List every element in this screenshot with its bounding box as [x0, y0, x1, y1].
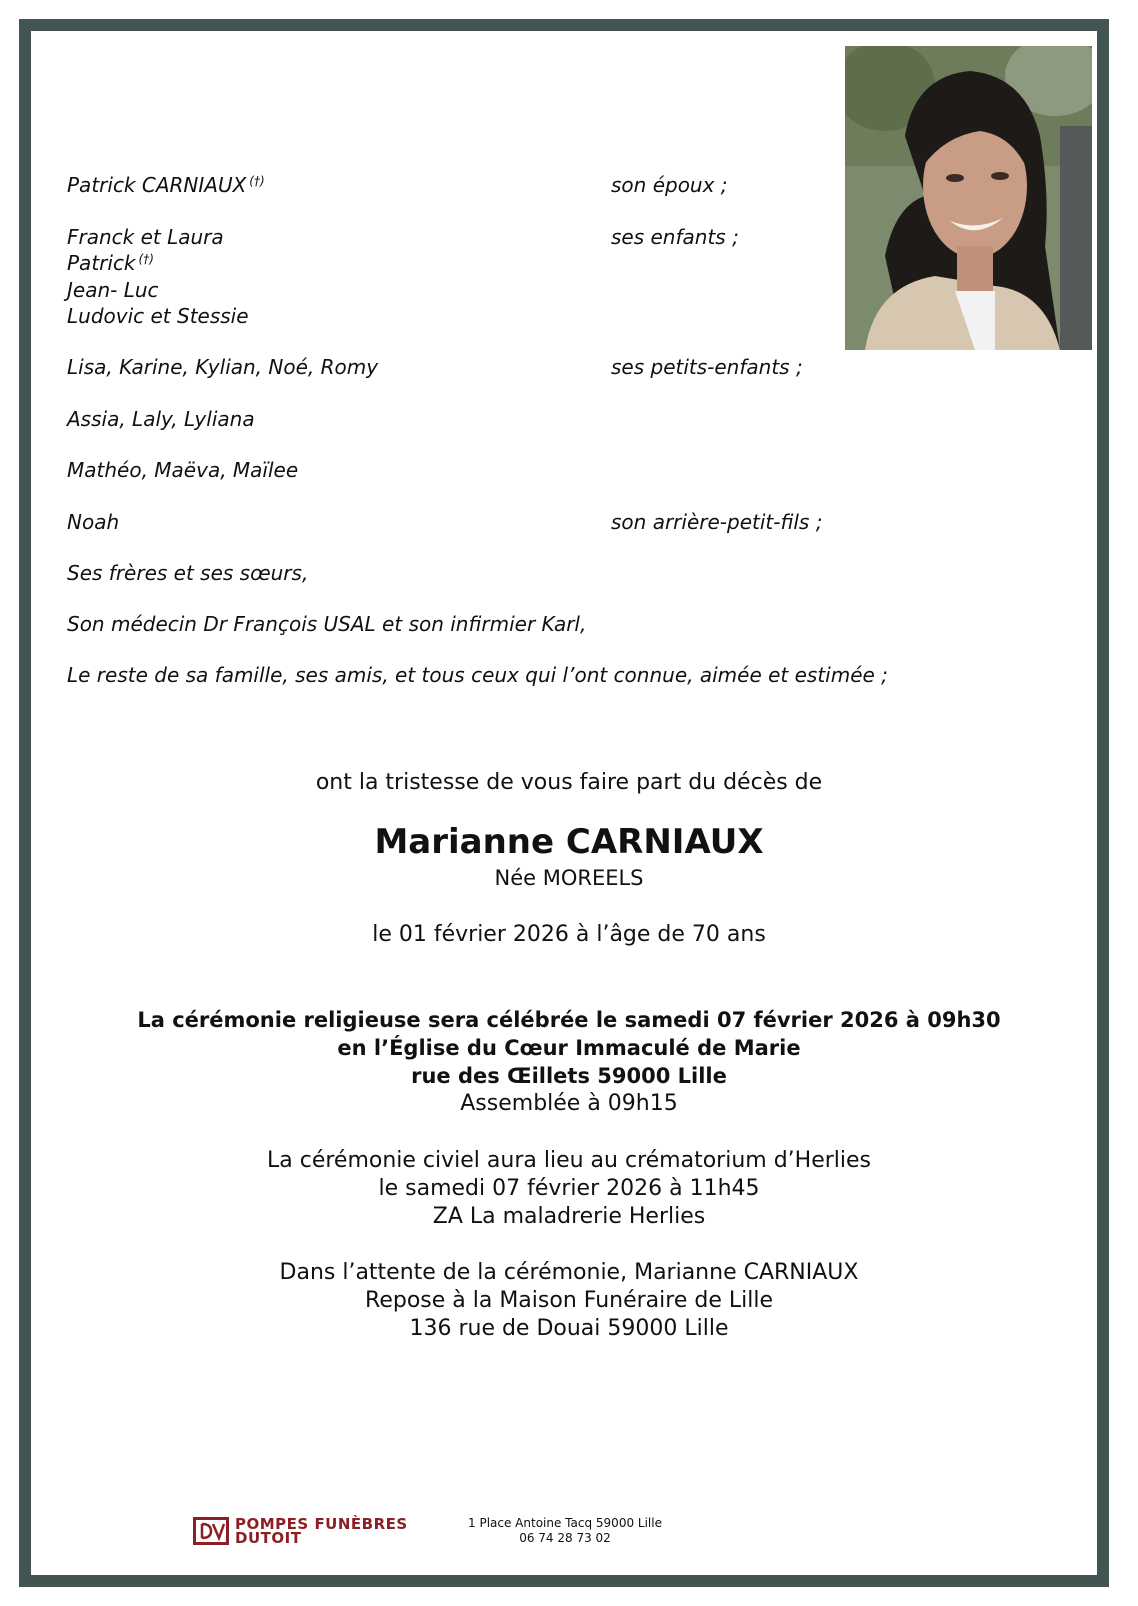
family-name: Mathéo, Maëva, Maïlee: [67, 458, 299, 482]
religious-ceremony-line: La cérémonie religieuse sera célébrée le samedi 07 février 2026 à 09h30: [137, 1008, 1001, 1032]
logo-mark-icon: [193, 1517, 229, 1545]
civil-ceremony-line: le samedi 07 février 2026 à 11h45: [378, 1176, 760, 1201]
contact-phone: 06 74 28 73 02: [519, 1531, 611, 1545]
deceased-name: Marianne CARNIAUX: [374, 822, 764, 862]
contact-address: 1 Place Antoine Tacq 59000 Lille: [468, 1516, 662, 1530]
family-name: Noah: [67, 510, 120, 534]
family-name: Patrick CARNIAUX (†): [67, 173, 265, 197]
funeral-home-contact: [455, 1516, 675, 1546]
death-date: le 01 février 2026 à l’âge de 70 ans: [372, 922, 766, 947]
civil-ceremony-line: La cérémonie civiel aura lieu au crématorium d’Herlies: [267, 1148, 871, 1173]
funeral-home-logo: [193, 1516, 408, 1546]
religious-ceremony-line: rue des Œillets 59000 Lille: [411, 1064, 727, 1088]
family-name: Franck et Laura: [67, 225, 224, 249]
family-relation: ses enfants ;: [611, 225, 739, 249]
family-name: Lisa, Karine, Kylian, Noé, Romy: [67, 355, 379, 379]
family-name: Assia, Laly, Lyliana: [67, 407, 255, 431]
resting-line: 136 rue de Douai 59000 Lille: [409, 1316, 729, 1341]
birth-name: Née MOREELS: [494, 866, 644, 890]
deceased-dagger-mark: (†): [249, 174, 265, 188]
extra-line: Son médecin Dr François USAL et son infirmier Karl,: [67, 612, 587, 636]
assembly-time: Assemblée à 09h15: [460, 1091, 678, 1116]
deceased-dagger-mark: (†): [138, 252, 154, 266]
logo-line-1: POMPES FUNÈBRES: [235, 1515, 408, 1533]
extra-line: Ses frères et ses sœurs,: [67, 561, 309, 585]
family-relation: son époux ;: [611, 173, 728, 197]
portrait-image: [845, 46, 1092, 350]
resting-line: Repose à la Maison Funéraire de Lille: [365, 1288, 773, 1313]
resting-line: Dans l’attente de la cérémonie, Marianne CARNIAUX: [279, 1260, 859, 1285]
religious-ceremony-line: en l’Église du Cœur Immaculé de Marie: [337, 1036, 801, 1060]
logo-line-2: DUTOIT: [235, 1529, 302, 1547]
portrait-photo: [845, 46, 1092, 350]
family-name: Jean- Luc: [67, 278, 159, 302]
civil-ceremony-line: ZA La maladrerie Herlies: [432, 1204, 706, 1229]
family-relation: ses petits-enfants ;: [611, 355, 803, 379]
family-name: Patrick (†): [67, 251, 154, 275]
family-relation: son arrière-petit-fils ;: [611, 510, 823, 534]
announcement-intro: ont la tristesse de vous faire part du décès de: [315, 770, 823, 795]
family-name: Ludovic et Stessie: [67, 304, 249, 328]
extra-line: Le reste de sa famille, ses amis, et tous ceux qui l’ont connue, aimée et estimée ;: [67, 663, 888, 687]
